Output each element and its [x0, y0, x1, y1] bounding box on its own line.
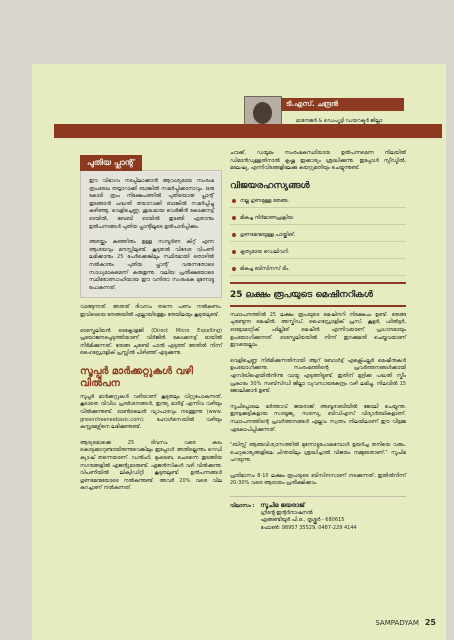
- right-intro: ചൗക്ക്, ഡയൂമം സംരംഭകസ്ഥിയായ ഉൽപന്നമെന്ന നിലയിൽ ഡിമാൻഡുള്ളതിനാൽ കൃഷ്ണ ഇക്കാര്യം ശ്രദ്ധിക്കുന്നു. ഇപ്പോൾ സ്പീഡ്മിൽ, മലേഷ്യ, എന്നിവിടങ്ങളിലേക്കു കയറ്റുമതിയും ചെയ്യുന്നുണ്ട്.: [230, 150, 406, 172]
- right-column: [230, 150, 406, 532]
- address-label: വിലാസം :: [230, 503, 255, 510]
- left-paragraph: വാങ്ങുന്നത്. അതത് ദിവസം തന്നെ പണം നൽകണം. ഇവിടെയെ തേങ്ങയിൽ എല്ലായിടത്തും തേയിലയും കൂടുതലുണ്ട്.: [80, 304, 222, 318]
- author-bio: മാനേജർ & ഡെപ്യൂട്ടി ഡയറക്ടർ ജില്ലാ: [296, 118, 383, 124]
- success-list-item: ഗുണമേന്മയുള്ള പായ്ക്കിങ്.: [230, 231, 406, 242]
- address-body: [261, 502, 357, 532]
- left-paragraph: സൂപ്പർ മാർക്കറ്റുകൾ വഴിയാണ് കൂടുതലും വിറ്റുപോകുന്നത്. കൂടാതെ വിവിധ പ്രദർശനങ്ങൾ, ഇന്ത്യ മാർട്ട് എന്നിവ വഴിയും വിൽക്കുന്നുണ്ട്. ഓൺലൈൻ വ്യാപാരവും നടത്തുന്നു (www. greencheeneebasic.com). ഹോൾസെയിൽ വഴിയും കസ്റ്റമേഴ്സിനെ ലഭിക്കുന്നുണ്ട്.: [80, 393, 222, 431]
- author-name: ടി.എസ്. ചന്ദ്രൻ: [281, 98, 404, 111]
- author-photo-head: [253, 102, 272, 124]
- machinery-heading: 25 ലക്ഷം രൂപയുടെ മെഷിനറികൾ: [230, 289, 373, 300]
- publication-name: SAMPADYAM: [375, 619, 419, 627]
- left-paragraph: ആദ്യമൊക്കെ 25 ദിവസം വരെ കടം കൊടുക്കാറുണ്ടായിരുന്നുവെങ്കിലും ഇപ്പോൾ അതില്ലെന്നും റെഡി ക്യാഷ് തന്നെയാണ്. ഡൽഹി, മുംബൈ, ചെന്നൈ തുടങ്ങിയ നഗരങ്ങളിൽ ഏജന്റുമാരുണ്ട്. ഏജൻസികൾ വഴി വിൽക്കുന്നു. വിപണിയിൽ ലിക്വിഡിറ്റി കൂടുതലുണ്ട്. ഉൽപന്നങ്ങൾ ഗുണമേന്മയോടെ നൽകുന്നുണ്ട്. അവർ 20% വരെ വില കുറച്ചാണ് നൽകുന്നത്.: [80, 439, 222, 492]
- left-column: [80, 150, 222, 501]
- success-list-item: കൃത്യമായ ഡെലിവറി.: [230, 248, 406, 259]
- right-paragraph: സൂചിപ്പോലെ ഭർത്താവ് ജയരാജ് അബൂദാബിയിൽ ജോലി ചെയ്യുന്നു. ഇരട്ടക്കുട്ടികളായ സായൂജ്യ, സരസ്യ, ബിഡിഎസ് വിദ്യാർത്ഥികളാണ്. സ്ഥാപനത്തിന്റെ പ്രവർത്തനങ്ങൾ എല്ലാം സ്വന്തം നിലയിലാണ് ഈ വീട്ടമ്മ ഏകോപിപ്പിക്കുന്നത്.: [230, 403, 406, 433]
- success-list: [230, 197, 406, 276]
- right-paragraph: വെളിച്ചെണ്ണ നിർമിക്കുന്നതിനായി ആറ് ബോൾട്ട് എക്സ്പെല്ലർ മെഷീനുകൾ ഉപയോഗിക്കുന്നു. സംരംഭത്തിന്റെ പ്രവർത്തനങ്ങൾക്കായി എസ്ബിഐയിൽനിന്നു വായ്പ എടുത്തിട്ടുണ്ട്. ഇതിന് മുദ്രിക്ക പദ്ധതി സ്കീം പ്രകാരം 30% സബ്സിഡി ജില്ലാ വ്യവസായകേന്ദ്രം വഴി ലഭിച്ചു. നിലവിൽ 15 ജോലിക്കാർ ഉണ്ട്.: [230, 357, 406, 395]
- left-paragraph: ഓസ്ട്രേലിയൻ ടെക്നോളജി (Direct Micro Expelling) പ്രയോജനപ്പെടുത്തിയാണ് വിർജിൻ കോക്കനട്ട് ഓയിൽ നിർമിക്കുന്നത്. തേങ്ങ ചുരണ്ടി പാൽ എടുത്ത് അതിൽ നിന്ന് ഹൈഡ്രോളിക് പ്രസ്സിൽ പിഴിഞ്ഞ് എടുക്കുന്നു.: [80, 327, 222, 357]
- page-number: 25: [424, 618, 436, 627]
- machinery-rule-bottom: [230, 305, 406, 307]
- success-list-item: മികച്ച ബിസിനസ് ടീം.: [230, 265, 406, 276]
- page-footer: [375, 618, 436, 627]
- address-line: ഏങ്ങണ്ടിയൂർ പി.ഒ., തൃശ്ശൂർ - 680615: [260, 517, 345, 524]
- machinery-rule: [230, 282, 406, 284]
- right-paragraph: സ്ഥാപനത്തിൽ 25 ലക്ഷം രൂപയുടെ മെഷിനറി നിക്ഷേപം ഉണ്ട്. തേങ്ങ ചുരണ്ടുന്ന മെഷീൻ, അസ്കിഡ്, ഹൈഡ്രോളിക് പ്രസ്, കൂളർ, ഫിൽട്ടർ, ഓട്ടോമാറ്റിക് ഫില്ലിങ് മെഷീൻ എന്നിവയാണ് പ്രധാനമായും ഉപയോഗിക്കുന്നത്. ഓസ്ട്രേലിയയിൽ നിന്ന് ഇറക്കുമതി ചെയ്തവയാണ് ഇവയെല്ലാം.: [230, 311, 406, 349]
- success-list-item: നല്ല ഗുണമുള്ള തേങ്ങ.: [230, 197, 406, 208]
- address-line: ഗ്രീൻ്റേ ഇന്റർനാഷനൽ: [260, 509, 313, 516]
- right-paragraph: പ്രതിമാസം 8-10 ലക്ഷം രൂപയുടെ ബിസിനസാണ് നടക്കുന്നത്. ഇതിൽനിന്ന് 20-30% വരെ ആദായം പ്രതീക്ഷിക്കാം.: [230, 472, 406, 487]
- header-rule: [54, 124, 442, 138]
- supermarket-heading: സൂപ്പർ മാർക്കറ്റുകൾ വഴി വിൽപന: [80, 365, 193, 389]
- sidebar-title: പുതിയ പ്ലാന്റ്: [80, 155, 142, 171]
- address-block: [230, 496, 406, 532]
- sidebar-paragraph: അരയ്ക്കും കുഞ്ഞിനും ഉള്ള സമ്പൂർണ കിറ്റ് എന്ന ആശയവും മനസ്സിലുണ്ട്. കൂടുതൽ വിദേശ വിപണി ലഭിക്കാനും 25 പേർക്കെങ്കിലും സ്ഥിരമായി തൊഴിൽ നൽകാനും പുതിയ പ്ലാന്റ് വരുന്നതോടെ സാധ്യമാകുമെന്ന് കരുതുന്നു. വലിയ പ്രതീക്ഷയോടെ സ്ഥിരോത്സാഹിയായ ഈ വനിതാ സംരംഭക മുന്നോട്ടു പോകുന്നത്.: [89, 239, 214, 291]
- sidebar-box: [80, 170, 222, 298]
- right-paragraph: "ബിസ്സ് ആത്മവിശ്വാസത്തിൽ മുന്നോട്ടുപോകുമ്പോൾ ഉയർച്ച തനിയെ വരും. ചെറുകാര്യങ്ങളിലെ ചിന്തയിലും ശ്രദ്ധിച്ചാൽ വിജയം നമ്മുടേതാണ്." സൂചിമ പറയുന്നു.: [230, 442, 406, 464]
- success-secrets-heading: വിജയരഹസ്യങ്ങൾ: [230, 180, 310, 191]
- success-list-item: മികച്ച നിർമാണപ്രക്രിയ.: [230, 214, 406, 225]
- address-line: ഫോൺ: 98957 35529, 0487-229 4144: [260, 524, 357, 531]
- address-name: സൂചിമ ജയരാജ്: [260, 502, 305, 510]
- sidebar-paragraph: ഈ വിഭാഗം നടപ്പിലാക്കാൻ ആവശ്യമായ സംരംഭ രൂപരേഖ തയ്യാറാക്കി ബാങ്കിൽ സമർപ്പിക്കാനാവും. ഒരു കോടി രൂപ നിക്ഷേപത്തിൽ പുതിയൊരു പ്ലാന്റ് തുടങ്ങാൻ പദ്ധതി തയാറാക്കി ബാങ്കിൽ സമർപ്പിച്ചു കഴിഞ്ഞു. വെളിച്ചെണ്ണ, ശുദ്ധമായ വെർജിൻ കോക്കനട്ട് ഓയിൽ, ബേബി ഓയിൽ തുടങ്ങി ഏതാനും ഉൽപന്നങ്ങൾ പുതിയ പ്ലാന്റിലൂടെ ഉൽപാദിപ്പിക്കും.: [89, 178, 214, 230]
